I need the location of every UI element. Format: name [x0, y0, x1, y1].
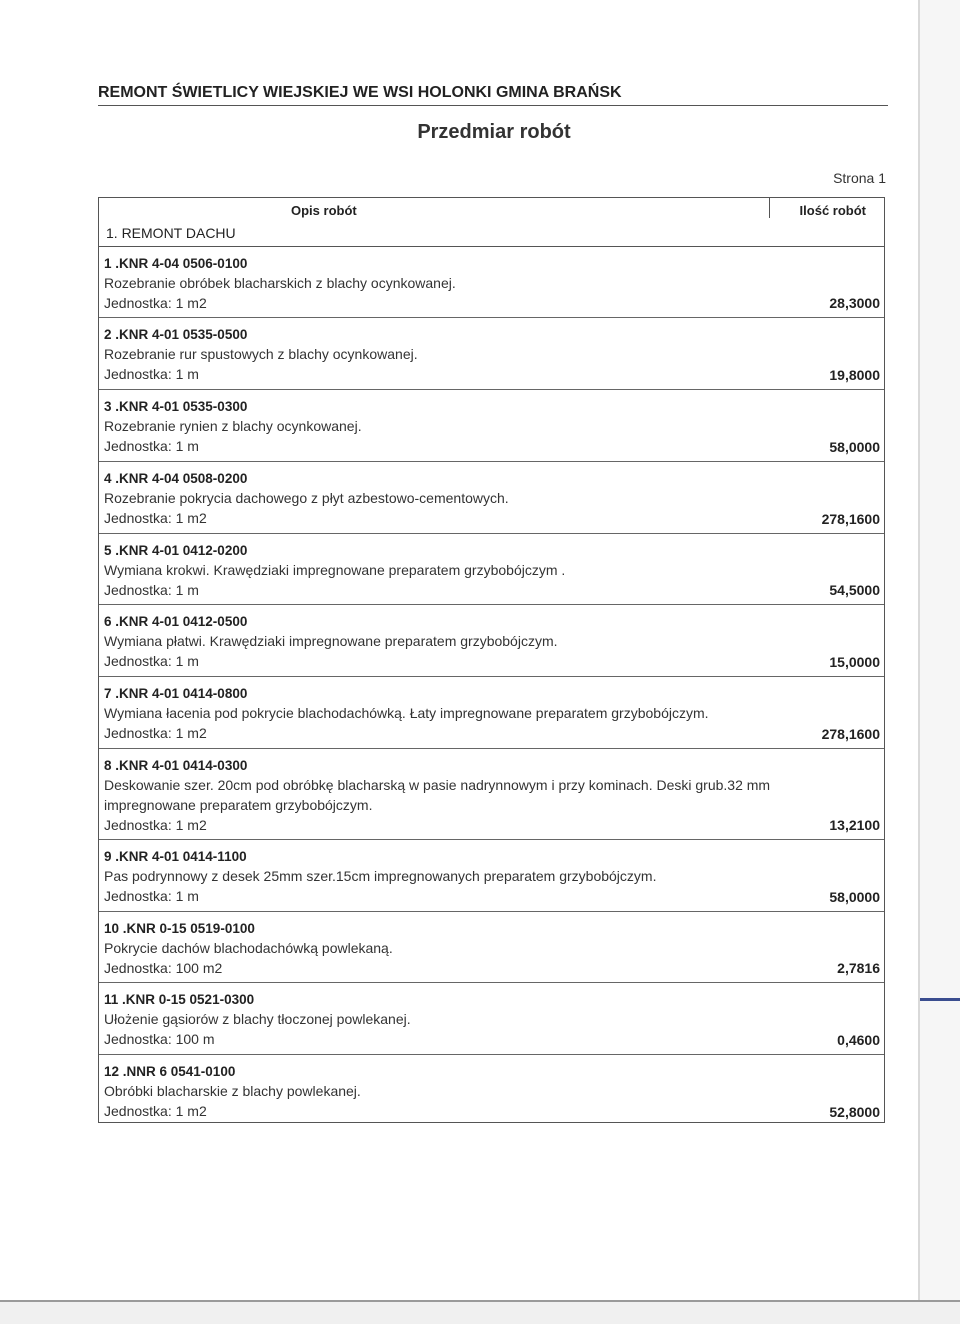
table-row — [99, 840, 884, 912]
item-description: Obróbki blacharskie z blachy powlekanej. — [104, 1083, 361, 1099]
item-code: 1 .KNR 4-04 0506-0100 — [104, 256, 248, 271]
table-row — [99, 749, 884, 840]
column-separator — [769, 198, 770, 218]
item-description: Rozebranie pokrycia dachowego z płyt azbestowo-cementowych. — [104, 490, 509, 506]
project-title: REMONT ŚWIETLICY WIEJSKIEJ WE WSI HOLONKI GMINA BRAŃSK — [98, 84, 888, 106]
column-header-description: Opis robót — [291, 203, 357, 218]
scan-bottom-edge — [0, 1300, 960, 1324]
item-code: 4 .KNR 4-04 0508-0200 — [104, 471, 248, 486]
item-description: Rozebranie obróbek blacharskich z blachy ocynkowanej. — [104, 275, 456, 291]
item-unit: Jednostka: 1 m — [104, 582, 199, 598]
item-unit: Jednostka: 100 m — [104, 1031, 215, 1047]
table-row — [99, 390, 884, 462]
item-unit: Jednostka: 1 m2 — [104, 1103, 207, 1119]
item-quantity: 58,0000 — [829, 889, 880, 905]
item-code: 8 .KNR 4-01 0414-0300 — [104, 758, 248, 773]
item-description: Pokrycie dachów blachodachówką powlekaną. — [104, 940, 393, 956]
item-unit: Jednostka: 1 m2 — [104, 510, 207, 526]
item-quantity: 54,5000 — [829, 582, 880, 598]
item-unit: Jednostka: 1 m — [104, 888, 199, 904]
item-unit: Jednostka: 100 m2 — [104, 960, 223, 976]
item-unit: Jednostka: 1 m — [104, 366, 199, 382]
item-code: 2 .KNR 4-01 0535-0500 — [104, 327, 248, 342]
table-row — [99, 534, 884, 605]
item-code: 6 .KNR 4-01 0412-0500 — [104, 614, 248, 629]
item-quantity: 15,0000 — [829, 654, 880, 670]
item-code: 10 .KNR 0-15 0519-0100 — [104, 921, 255, 936]
item-description: Wymiana krokwi. Krawędziaki impregnowane preparatem grzybobójczym . — [104, 562, 566, 578]
item-quantity: 13,2100 — [829, 817, 880, 833]
item-quantity: 278,1600 — [821, 511, 880, 527]
item-code: 9 .KNR 4-01 0414-1100 — [104, 849, 247, 864]
document-title: Przedmiar robót — [417, 121, 571, 143]
table-row — [99, 912, 884, 983]
item-quantity: 2,7816 — [837, 960, 880, 976]
item-code: 11 .KNR 0-15 0521-0300 — [104, 992, 255, 1007]
section-title: 1. REMONT DACHU — [106, 225, 236, 241]
page-edge — [918, 0, 920, 1322]
item-unit: Jednostka: 1 m — [104, 653, 199, 669]
table-row — [99, 983, 884, 1055]
scan-mark — [920, 998, 960, 1001]
item-unit: Jednostka: 1 m2 — [104, 817, 207, 833]
item-unit: Jednostka: 1 m2 — [104, 725, 207, 741]
table-row — [99, 605, 884, 677]
item-quantity: 19,8000 — [829, 367, 880, 383]
item-description: Rozebranie rynien z blachy ocynkowanej. — [104, 418, 362, 434]
table-row — [99, 247, 884, 318]
item-description: Wymiana płatwi. Krawędziaki impregnowane preparatem grzybobójczym. — [104, 633, 558, 649]
scan-margin — [920, 0, 960, 1322]
item-description: Wymiana łacenia pod pokrycie blachodachówką. Łaty impregnowane preparatem grzybobójczym. — [104, 705, 709, 721]
item-quantity: 28,3000 — [829, 295, 880, 311]
item-description: Ułożenie gąsiorów z blachy tłoczonej powlekanej. — [104, 1011, 411, 1027]
item-unit: Jednostka: 1 m2 — [104, 295, 207, 311]
table-row — [99, 318, 884, 390]
item-quantity: 58,0000 — [829, 439, 880, 455]
item-unit: Jednostka: 1 m — [104, 438, 199, 454]
item-description: Rozebranie rur spustowych z blachy ocynkowanej. — [104, 346, 418, 362]
item-code: 5 .KNR 4-01 0412-0200 — [104, 543, 248, 558]
item-quantity: 52,8000 — [829, 1104, 880, 1120]
column-header-quantity: Ilość robót — [799, 203, 866, 218]
item-quantity: 278,1600 — [821, 726, 880, 742]
table-row — [99, 1055, 884, 1126]
table-row — [99, 462, 884, 534]
bill-of-quantities-table — [98, 197, 885, 1123]
item-code: 12 .NNR 6 0541-0100 — [104, 1064, 236, 1079]
item-quantity: 0,4600 — [837, 1032, 880, 1048]
item-description: Pas podrynnowy z desek 25mm szer.15cm impregnowanych preparatem grzybobójczym. — [104, 868, 657, 884]
item-code: 7 .KNR 4-01 0414-0800 — [104, 686, 248, 701]
item-code: 3 .KNR 4-01 0535-0300 — [104, 399, 248, 414]
item-description: Deskowanie szer. 20cm pod obróbkę blacharską w pasie nadrynnowym i przy kominach. Deski grub.32 mm impregnowane preparatem grzybobójczym. — [104, 777, 771, 813]
page-number: Strona 1 — [833, 170, 886, 186]
table-row — [99, 677, 884, 749]
table-header — [99, 198, 884, 247]
